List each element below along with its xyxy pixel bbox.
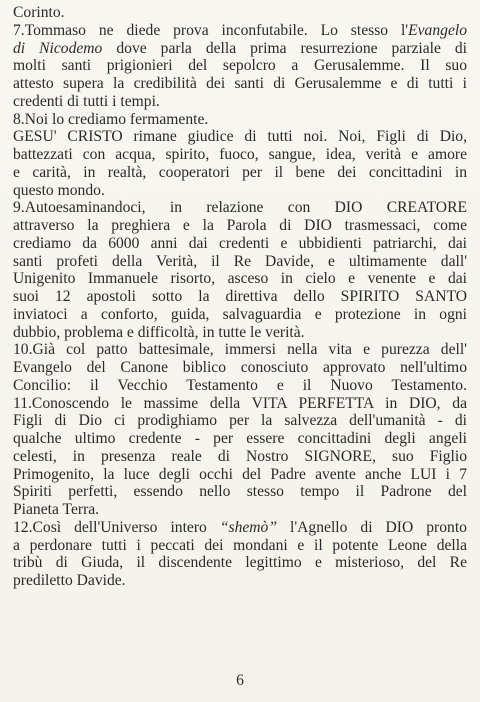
text-line: [13, 40, 467, 58]
line-text: santi profeti della Verità, il Re Davide, e ultimamente dall': [13, 252, 467, 270]
text-line: [13, 182, 467, 200]
italic-text: “shemò”: [219, 518, 278, 536]
text-line: [13, 306, 467, 324]
line-text: Corinto.: [13, 4, 65, 21]
italic-text: Evangelo: [408, 21, 467, 39]
text-line: [13, 501, 467, 519]
line-text: 11.Conoscendo le massime della VITA PERFETTA in DIO, da: [13, 394, 467, 412]
line-text: credenti di tutti i tempi.: [13, 92, 160, 110]
line-text: 7.Tommaso ne diede prova inconfutabile. Lo stesso l': [13, 21, 409, 39]
line-text: molti santi prigionieri del sepolcro a Gerusalemme. Il suo: [13, 57, 467, 75]
text-line: [13, 111, 467, 129]
text-line: [13, 199, 467, 217]
line-text: suoi 12 apostoli sotto la direttiva dello SPIRITO SANTO: [13, 288, 467, 305]
text-line: [13, 93, 467, 111]
text-line: [13, 572, 467, 590]
line-text: inviatoci a conforto, guida, salvaguardia e protezione in ogni: [13, 305, 467, 323]
text-line: [13, 75, 467, 93]
line-text: Pianeta Terra.: [13, 501, 100, 518]
text-line: [13, 377, 467, 395]
line-text: Primogenito, la luce degli occhi del Padre avente anche LUI i 7: [13, 465, 467, 483]
line-text: Evangelo del Canone biblico conosciuto approvato nell'ultimo: [13, 359, 467, 376]
line-text-tail: l'Agnello di DIO pronto: [277, 518, 467, 536]
text-line: [13, 554, 467, 572]
text-line: [13, 4, 467, 22]
text-line: [13, 466, 467, 484]
text-line: [13, 146, 467, 164]
line-text: Figli di Dio ci prodighiamo per la salvezza dell'umanità - di: [13, 412, 467, 430]
line-text: battezzati con acqua, spirito, fuoco, sangue, idea, verità e amore: [13, 146, 467, 163]
line-text: 12.Così dell'Universo intero: [13, 518, 220, 536]
text-line: [13, 412, 467, 430]
text-line: [13, 341, 467, 359]
text-line: [13, 395, 467, 413]
text-line: [13, 164, 467, 182]
line-text: Unigenito Immanuele risorto, asceso in cielo e venente e dai: [13, 270, 467, 288]
line-text: Concilio: il Vecchio Testamento e il Nuovo Testamento.: [13, 376, 467, 394]
line-text: attraverso la preghiera e la Parola di DIO trasmessaci, come: [13, 217, 467, 234]
text-line: [13, 519, 467, 537]
line-text: a perdonare tutti i peccati dei mondani e il potente Leone della: [13, 536, 467, 554]
line-text: e carità, in realtà, cooperatori per il bene dei concittadini in: [13, 163, 467, 181]
text-line: [13, 324, 467, 342]
line-text: celesti, in presenza reale di Nostro SIGNORE, suo Figlio: [13, 447, 467, 465]
text-line: [13, 253, 467, 271]
text-line: [13, 359, 467, 377]
line-text: GESU' CRISTO rimane giudice di tutti noi. Noi, Figli di Dio,: [13, 128, 467, 146]
text-line: [13, 128, 467, 146]
text-line: [13, 57, 467, 75]
line-text: 9.Autoesaminandoci, in relazione con DIO CREATORE: [13, 199, 467, 217]
text-line: [13, 217, 467, 235]
document-body: [13, 4, 467, 590]
text-line: [13, 483, 467, 501]
line-text: prediletto Davide.: [13, 572, 126, 589]
text-line: [13, 288, 467, 306]
line-text: dubbio, problema e difficoltà, in tutte le verità.: [13, 323, 305, 341]
line-text: crediamo da 6000 anni dai credenti e ubbidienti patriarchi, dai: [13, 234, 467, 252]
line-text: 10.Già col patto battesimale, immersi nella vita e purezza dell': [13, 341, 467, 359]
text-line: [13, 22, 467, 40]
line-text: dove parla della prima resurrezione parziale di: [102, 39, 467, 57]
line-text: qualche ultimo credente - per essere concittadini degli angeli: [13, 430, 467, 447]
text-line: [13, 270, 467, 288]
line-text: questo mondo.: [13, 181, 105, 199]
line-text: attesto supera la credibilità dei santi di Gerusalemme e di tutti i: [13, 75, 467, 92]
italic-text: di Nicodemo: [13, 39, 103, 57]
text-line: [13, 235, 467, 253]
text-line: [13, 448, 467, 466]
text-line: [13, 537, 467, 555]
text-line: [13, 430, 467, 448]
line-text: Spiriti perfetti, essendo nello stesso tempo il Padrone del: [13, 483, 467, 501]
page-number: 6: [236, 672, 244, 689]
line-text: tribù di Giuda, il discendente legittimo e misterioso, del Re: [13, 554, 467, 572]
line-text: 8.Noi lo crediamo fermamente.: [13, 110, 209, 128]
